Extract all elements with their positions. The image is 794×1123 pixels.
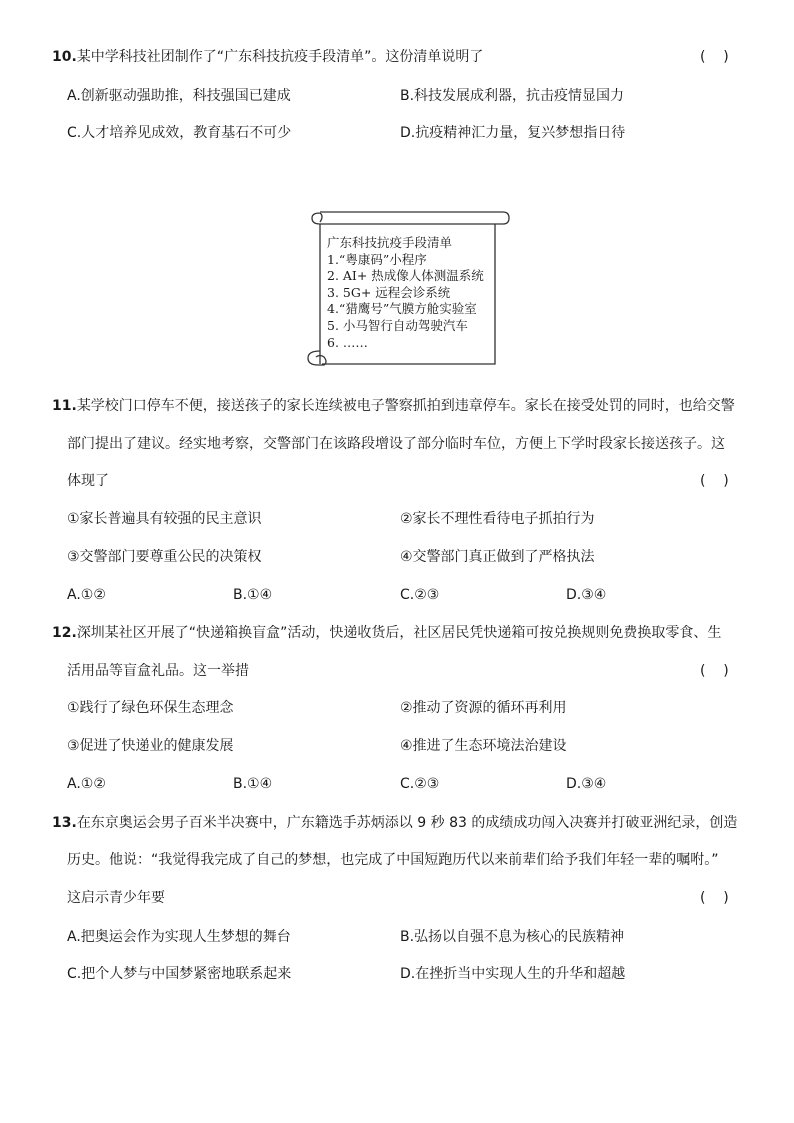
question-stem-line: 在东京奥运会男子百米半决赛中，广东籍选手苏炳添以 9 秒 83 的成绩成功闯入决赛并打破亚洲纪录，创造 (76, 815, 738, 831)
answer-bracket: ( ) (700, 473, 729, 489)
option-d[interactable]: D.③④ (566, 587, 607, 603)
option-a[interactable]: A.①② (67, 776, 106, 792)
statement-3: ③交警部门要尊重公民的决策权 (67, 549, 262, 565)
statement-1: ①践行了绿色环保生态理念 (67, 700, 234, 716)
option-b[interactable]: B.科技发展成利器，抗击疫情显国力 (400, 88, 625, 104)
question-stem-line: 体现了 (67, 473, 109, 489)
question-stem-line: 深圳某社区开展了“快递箱换盲盒”活动，快递收货后，社区居民凭快递箱可按兑换规则免费换取零食、生 (76, 625, 722, 641)
statement-3: ③促进了快递业的健康发展 (67, 738, 234, 754)
statement-4: ④交警部门真正做到了严格执法 (400, 549, 595, 565)
question-stem-line: 活用品等盲盒礼品。这一举措 (67, 663, 249, 679)
scroll-title: 广东科技抗疫手段清单 (327, 235, 453, 250)
scroll-item: 5. 小马智行自动驾驶汽车 (327, 318, 468, 333)
scroll-item: 3. 5G+ 远程会诊系统 (327, 284, 451, 300)
question-number: 10. (52, 49, 77, 65)
scroll-item: 2. AI+ 热成像人体测温系统 (327, 268, 484, 284)
option-c[interactable]: C.人才培养见成效，教育基石不可少 (67, 125, 292, 141)
answer-bracket: ( ) (700, 49, 729, 65)
option-b[interactable]: B.①④ (233, 587, 273, 603)
question-number: 12. (52, 625, 77, 641)
option-b[interactable]: B.弘扬以自强不息为核心的民族精神 (400, 929, 625, 945)
question-stem: 某中学科技社团制作了“广东科技抗疫手段清单”。这份清单说明了 (76, 49, 484, 65)
option-a[interactable]: A.把奥运会作为实现人生梦想的舞台 (67, 929, 291, 945)
question-stem-line: 某学校门口停车不便，接送孩子的家长连续被电子警察抓拍到违章停车。家长在接受处罚的同时，也给交警 (76, 398, 735, 414)
option-b[interactable]: B.①④ (233, 776, 273, 792)
statement-2: ②家长不理性看待电子抓拍行为 (400, 511, 595, 527)
option-d[interactable]: D.抗疫精神汇力量，复兴梦想指日待 (400, 125, 626, 141)
question-number: 13. (52, 815, 77, 831)
question-stem-line: 历史。他说：“我觉得我完成了自己的梦想，也完成了中国短跑历代以来前辈们给予我们年轻一辈的嘱咐。” (67, 852, 719, 868)
option-a[interactable]: A.创新驱动强助推，科技强国已建成 (67, 88, 291, 104)
option-a[interactable]: A.①② (67, 587, 106, 603)
statement-1: ①家长普遍具有较强的民主意识 (67, 511, 262, 527)
question-number: 11. (52, 398, 77, 414)
option-c[interactable]: C.②③ (400, 587, 440, 603)
option-c[interactable]: C.把个人梦与中国梦紧密地联系起来 (67, 966, 292, 982)
statement-2: ②推动了资源的循环再利用 (400, 700, 567, 716)
answer-bracket: ( ) (700, 890, 729, 906)
option-d[interactable]: D.③④ (566, 776, 607, 792)
scroll-item: 4.“猎鹰号”气膜方舱实验室 (327, 301, 477, 317)
answer-bracket: ( ) (700, 663, 729, 679)
question-stem-line: 部门提出了建议。经实地考察，交警部门在该路段增设了部分临时车位，方便上下学时段家长接送孩子。这 (67, 436, 725, 452)
question-stem-line: 这启示青少年要 (67, 890, 165, 906)
scroll-item: 1.“粤康码”小程序 (327, 251, 427, 267)
statement-4: ④推进了生态环境法治建设 (400, 738, 567, 754)
option-d[interactable]: D.在挫折当中实现人生的升华和超越 (400, 966, 626, 982)
scroll-item: 6. …… (327, 334, 368, 350)
option-c[interactable]: C.②③ (400, 776, 440, 792)
